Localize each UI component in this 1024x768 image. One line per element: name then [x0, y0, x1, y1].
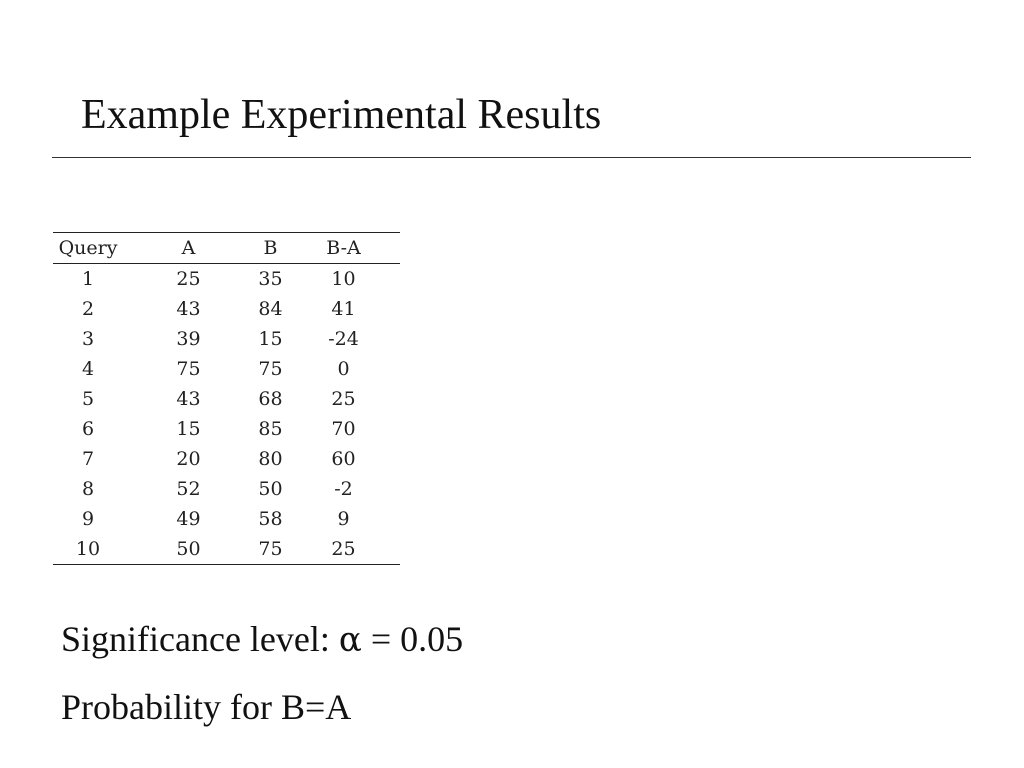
table-row [53, 444, 400, 474]
cell-b: 68 [258, 388, 283, 410]
alpha-symbol: α [338, 620, 362, 660]
cell-b-minus-a: 60 [331, 448, 356, 470]
significance-prefix: Significance level: [61, 619, 339, 659]
cell-b-minus-a: 9 [337, 508, 350, 530]
cell-query: 7 [81, 448, 95, 470]
table-row [53, 504, 400, 534]
cell-query: 9 [81, 508, 95, 530]
table-row [53, 534, 400, 565]
cell-b: 80 [258, 448, 283, 470]
significance-value: = 0.05 [361, 619, 464, 659]
cell-b: 84 [258, 298, 283, 320]
cell-query: 8 [81, 478, 95, 500]
table-header-row [53, 233, 400, 264]
cell-query: 1 [81, 268, 95, 290]
header-query: Query [58, 237, 118, 259]
cell-a: 25 [176, 268, 201, 290]
header-a: A [181, 237, 196, 259]
cell-b: 75 [258, 358, 283, 380]
cell-b-minus-a: 0 [337, 358, 350, 380]
cell-b-minus-a: 41 [331, 298, 356, 320]
cell-b: 58 [258, 508, 283, 530]
header-b: B [263, 237, 278, 259]
title-divider [52, 157, 971, 158]
cell-b: 15 [258, 328, 283, 350]
significance-level-text [61, 617, 463, 662]
cell-b: 50 [258, 478, 283, 500]
cell-a: 15 [176, 418, 201, 440]
cell-a: 49 [176, 508, 201, 530]
cell-a: 50 [176, 538, 201, 560]
table-row [53, 264, 400, 295]
cell-b-minus-a: 25 [331, 538, 356, 560]
table-row [53, 354, 400, 384]
cell-b-minus-a: -2 [334, 478, 353, 500]
cell-a: 52 [176, 478, 201, 500]
cell-a: 75 [176, 358, 201, 380]
cell-query: 2 [81, 298, 95, 320]
cell-query: 10 [75, 538, 101, 560]
cell-b: 75 [258, 538, 283, 560]
table-row [53, 414, 400, 444]
cell-b-minus-a: 70 [331, 418, 356, 440]
cell-query: 6 [81, 418, 95, 440]
results-table [53, 232, 400, 565]
slide-title: Example Experimental Results [81, 92, 602, 138]
cell-b-minus-a: -24 [328, 328, 359, 350]
cell-query: 5 [81, 388, 95, 410]
cell-a: 20 [176, 448, 201, 470]
cell-query: 3 [81, 328, 95, 350]
cell-b-minus-a: 25 [331, 388, 356, 410]
cell-query: 4 [81, 358, 95, 380]
probability-text: Probability for B=A [61, 687, 352, 727]
header-b-minus-a: B-A [326, 237, 361, 259]
cell-b: 35 [258, 268, 283, 290]
cell-b: 85 [258, 418, 283, 440]
table-row [53, 474, 400, 504]
table-row [53, 294, 400, 324]
table-row [53, 324, 400, 354]
cell-a: 43 [176, 388, 201, 410]
cell-a: 39 [176, 328, 201, 350]
table-row [53, 384, 400, 414]
table-body [53, 264, 400, 565]
cell-a: 43 [176, 298, 201, 320]
cell-b-minus-a: 10 [331, 268, 356, 290]
